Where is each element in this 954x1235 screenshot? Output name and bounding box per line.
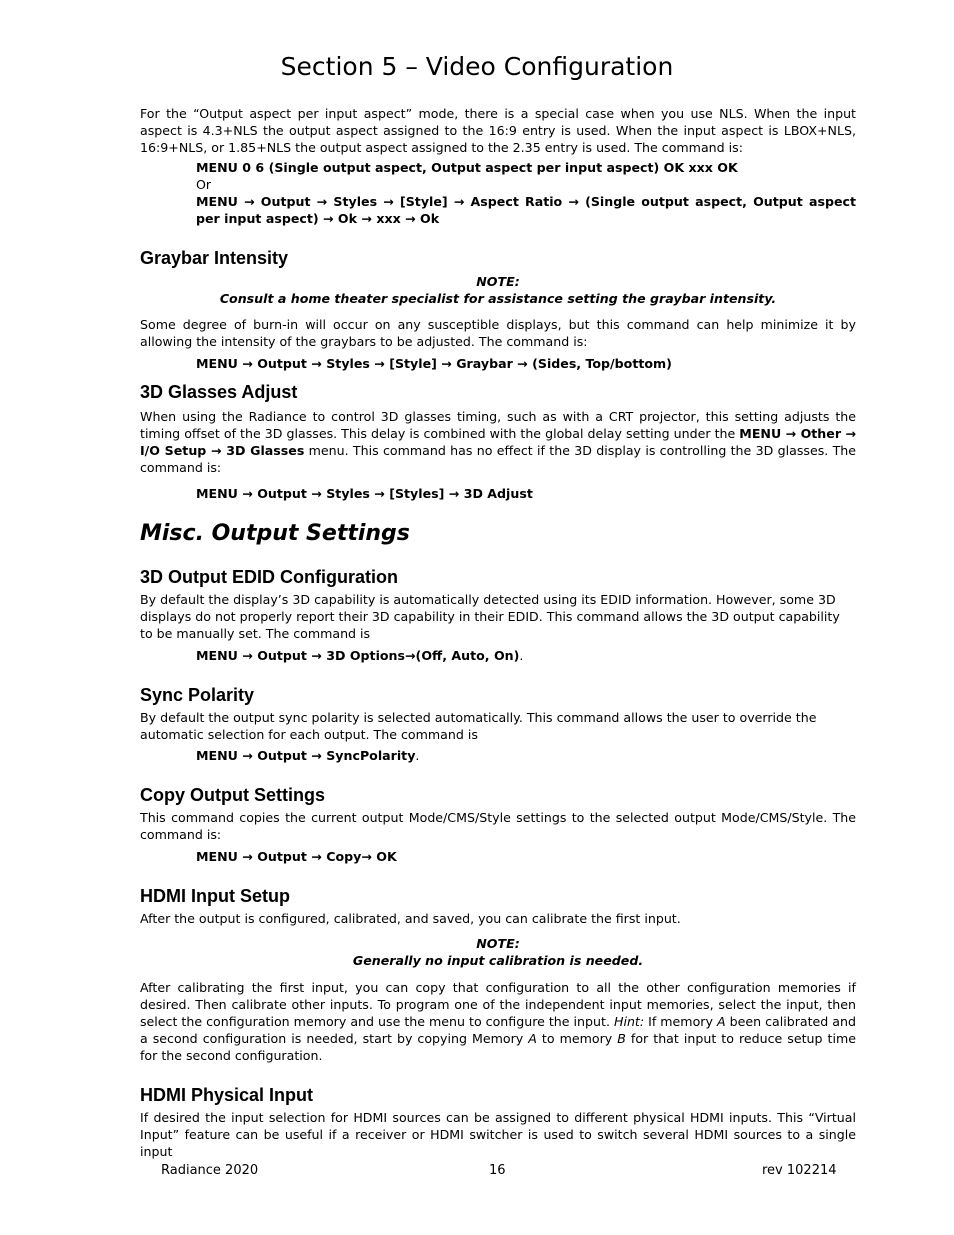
intro-command-2: MENU → Output → Styles → [Style] → Aspect Ratio → (Single output aspect, Output aspect per input aspect) → Ok → xxx → Ok	[196, 194, 856, 226]
glasses-menu-path: MENU → Other → I/O Setup → 3D Glasses	[140, 426, 856, 458]
edid-paragraph: By default the display’s 3D capability is automatically detected using its EDID information. However, some 3D displays do not properly report their 3D capability in their EDID. This command allows the 3D output capability to be manually set. The command is	[140, 592, 840, 641]
edid-command-path: MENU → Output → 3D Options→(Off, Auto, On)	[196, 648, 520, 663]
sync-paragraph: By default the output sync polarity is selected automatically. This command allows the user to override the automatic selection for each output. The command is	[140, 710, 817, 742]
hdmi-setup-text-a: After calibrating the first input, you can copy that configuration to all the other configuration memories if desired. Then calibrate other inputs. To program one of the independent input memories, select the input, then select the configuration memory and use the menu to configure the input.	[140, 980, 856, 1029]
hdmi-setup-paragraph-1: After the output is configured, calibrated, and saved, you can calibrate the first input.	[140, 911, 681, 926]
misc-section	[140, 520, 856, 548]
edid-heading: 3D Output EDID Configuration	[140, 567, 398, 587]
sync-command-path: MENU → Output → SyncPolarity	[196, 748, 416, 763]
copy-section	[140, 784, 856, 865]
hdmi-setup-mem-a: A	[716, 1014, 726, 1029]
sync-section	[140, 684, 856, 764]
hdmi-setup-text-d: to memory	[536, 1031, 618, 1046]
hdmi-setup-text-e: for that input to reduce setup time for the second configuration.	[140, 1031, 856, 1063]
sync-heading: Sync Polarity	[140, 685, 255, 705]
sync-command-end: .	[415, 748, 420, 763]
hdmi-setup-section	[140, 885, 856, 1064]
graybar-note-text: Consult a home theater specialist for assistance setting the graybar intensity.	[219, 291, 777, 306]
glasses-command: MENU → Output → Styles → [Styles] → 3D Adjust	[196, 486, 533, 501]
intro-block	[140, 105, 856, 227]
graybar-paragraph: Some degree of burn-in will occur on any susceptible displays, but this command can help minimize it by allowing the intensity of the graybars to be adjusted. The command is:	[140, 317, 856, 349]
glasses-text-a: When using the Radiance to control 3D glasses timing, such as with a CRT projector, this setting adjusts the timing offset of the 3D glasses. This delay is combined with the global delay setting under the	[140, 409, 856, 441]
hdmi-setup-note-label: NOTE:	[476, 936, 520, 951]
glasses-paragraph	[140, 408, 856, 476]
intro-or: Or	[196, 177, 212, 192]
hdmi-setup-mem-a2: A	[528, 1031, 537, 1046]
hdmi-physical-heading: HDMI Physical Input	[140, 1085, 314, 1105]
copy-paragraph: This command copies the current output Mode/CMS/Style settings to the selected output Mode/CMS/Style. The command is:	[140, 810, 856, 842]
hdmi-physical-paragraph: If desired the input selection for HDMI sources can be assigned to different physical HDMI inputs. This “Virtual Input” feature can be useful if a receiver or HDMI switcher is used to switch several HDMI sources to a single input	[140, 1110, 856, 1159]
glasses-heading: 3D Glasses Adjust	[140, 382, 298, 402]
footer-left: Radiance 2020	[161, 1163, 259, 1178]
edid-command-end: .	[519, 648, 524, 663]
hdmi-setup-heading: HDMI Input Setup	[140, 886, 290, 906]
copy-heading: Copy Output Settings	[140, 785, 325, 805]
misc-heading: Misc. Output Settings	[140, 521, 410, 546]
hdmi-setup-text-c: been calibrated and a second configuration is needed, start by copying Memory	[140, 1014, 856, 1046]
hdmi-setup-hint: Hint:	[613, 1014, 645, 1029]
graybar-section	[140, 247, 856, 372]
glasses-section	[140, 381, 856, 502]
graybar-note-label: NOTE:	[476, 274, 520, 289]
footer-page-number: 16	[489, 1163, 506, 1178]
footer-revision: rev 102214	[762, 1163, 837, 1178]
page-title: Section 5 – Video Configuration	[280, 52, 674, 81]
intro-paragraph: For the “Output aspect per input aspect” mode, there is a special case when you use NLS. When the input aspect is 4.3+NLS the output aspect assigned to the 16:9 entry is used. When the input aspect is LBOX+NLS, 16:9+NLS, or 1.85+NLS the output aspect assigned to the 2.35 entry is used. The command is:	[140, 106, 856, 155]
hdmi-physical-section	[140, 1084, 856, 1160]
copy-command: MENU → Output → Copy→ OK	[196, 849, 397, 864]
graybar-command: MENU → Output → Styles → [Style] → Graybar → (Sides, Top/bottom)	[196, 356, 672, 371]
intro-command-1: MENU 0 6 (Single output aspect, Output aspect per input aspect) OK xxx OK	[196, 160, 738, 175]
edid-command	[196, 647, 856, 664]
hdmi-setup-paragraph-2	[140, 979, 856, 1064]
hdmi-setup-text-b: If memory	[644, 1014, 717, 1029]
hdmi-setup-note-text: Generally no input calibration is needed.	[352, 953, 644, 968]
glasses-text-b: menu. This command has no effect if the 3D display is controlling the 3D glasses. The command is:	[140, 443, 856, 475]
hdmi-setup-mem-b: B	[617, 1031, 626, 1046]
edid-section	[140, 566, 856, 664]
graybar-heading: Graybar Intensity	[140, 248, 289, 268]
sync-command	[196, 747, 856, 764]
